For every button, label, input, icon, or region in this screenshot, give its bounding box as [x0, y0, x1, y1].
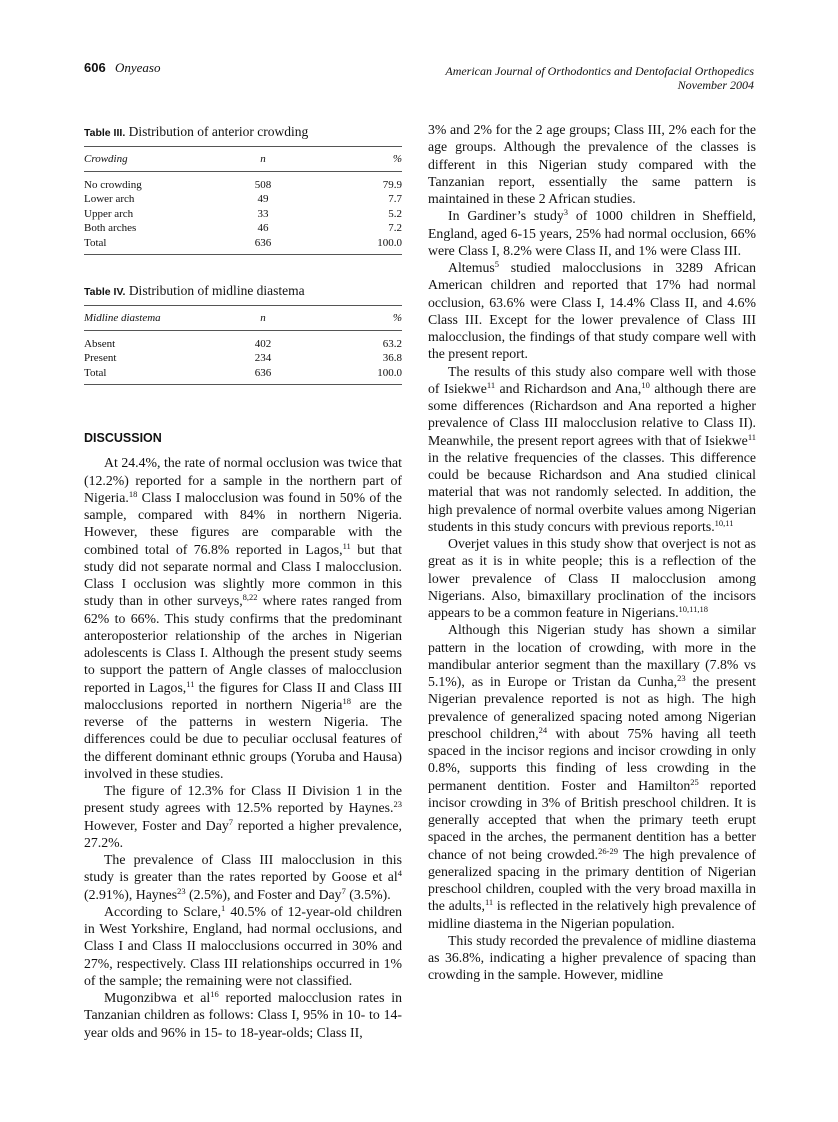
- row-label: Absent: [84, 337, 116, 350]
- text-run: (2.5%), and Foster and Day: [185, 886, 342, 902]
- citation-superscript: 11: [342, 540, 351, 551]
- text-run: where rates ranged from 62% to 66%. This study confirms that the predominant anteroposterior relationship of the arches in Nigerian adolescents is Class I. Although the present study seems to support the pattern of Angle classes of malocclusion reported in Lagos,: [84, 593, 402, 695]
- citation-superscript: 4: [397, 868, 402, 879]
- text-run: The results of this study also compare well with those of Isiekwe: [428, 363, 756, 396]
- citation-superscript: 7: [228, 816, 233, 827]
- text-run: At 24.4%, the rate of normal occlusion was twice that (12.2%) reported for a sample in the northern part of Nigeria.: [84, 455, 402, 505]
- text-run: (3.5%).: [345, 886, 391, 902]
- percent-cell: 63.2: [382, 337, 402, 350]
- table-row: [84, 171, 402, 192]
- text-run: 3% and 2% for the 2 age groups; Class III, 2% each for the age groups. Although the prevalence of the classes is different in this Nigerian study compared with the Tanzanian report, essentially the same pattern is maintained in these 2 African studies.: [428, 122, 756, 206]
- text-run: Class I malocclusion was found in 50% of the sample, compared with 84% in northern Nigeria. However, these figures are comparable with the combined total of 76.8% reported in Lagos,: [84, 489, 402, 557]
- citation-superscript: 11: [186, 678, 195, 689]
- row-label: Total: [84, 366, 107, 379]
- citation-superscript: 18: [342, 695, 351, 706]
- table-caption: [84, 124, 402, 140]
- paragraph: [84, 454, 402, 782]
- paragraph: [428, 259, 756, 363]
- text-run: According to Sclare,: [104, 903, 222, 919]
- text-run: is reflected in the relatively high prevalence of midline diastema in the Nigerian population.: [428, 898, 756, 931]
- text-run: reported malocclusion rates in Tanzanian children as follows: Class I, 95% in 10- to 14-year olds and 96% in 15- to 18-year-olds; Class II,: [84, 990, 402, 1040]
- column-header: n: [260, 312, 266, 324]
- paragraph: [84, 903, 402, 989]
- count-cell: 33: [257, 207, 269, 220]
- left-column: [84, 430, 402, 1041]
- text-run: although there are some differences (Richardson and Ana reported a higher prevalence of Class III malocclusion relative to Class II). Meanwhile, the present report agrees with that of Isiekwe: [428, 380, 756, 448]
- column-header: n: [260, 153, 266, 165]
- text-run: of 1000 children in Sheffield, England, aged 6-15 years, 25% had normal occlusion, 66% were Class I, 8.2% were Class II, and 1% were Class III.: [428, 208, 756, 258]
- percent-cell: 79.9: [382, 178, 402, 191]
- citation-superscript: 3: [563, 207, 569, 218]
- table-3: [84, 124, 402, 255]
- text-run: are the reverse of the patterns in western Nigeria. The differences could be due to peculiar occlusal features of the different dominant ethnic groups (Yoruba and Hausa) involved in these studies.: [84, 696, 402, 781]
- text-run: The high prevalence of generalized spacing in the primary dentition of Nigerian preschool children, coupled with the very broad maxilla in the adults,: [428, 846, 756, 914]
- percent-cell: 100.0: [377, 236, 402, 249]
- citation-superscript: 18: [128, 488, 138, 499]
- count-cell: 636: [254, 366, 272, 379]
- percent-cell: 7.7: [388, 193, 402, 205]
- row-label: No crowding: [84, 178, 142, 191]
- table-caption: [84, 283, 402, 299]
- paragraph: [84, 851, 402, 903]
- text-run: in the relative frequencies of the classes. This difference could be because Richardson and Ana studied clinical material that was not randomly selected. In addition, the high prevalence of normal overbite values among Nigerian students in this study concurs with previous reports.: [428, 449, 756, 534]
- citation-superscript: 11: [486, 379, 496, 390]
- text-run: This study recorded the prevalence of midline diastema as 36.8%, indicating a higher prevalence of spacing than crowding in the sample. However, midline: [428, 932, 756, 983]
- text-run: reported incisor crowding in 3% of British preschool children. It is generally accepted that when the primary teeth erupt spaced in the arches, the permanent dentition has a better chance of not being crowded.: [428, 777, 756, 862]
- citation-superscript: 23: [677, 673, 686, 683]
- crowding-table: [84, 146, 402, 255]
- paragraph: [428, 932, 756, 984]
- table-row: [84, 192, 402, 207]
- author-name: Onyeaso: [114, 60, 161, 75]
- text-run: Although this Nigerian study has shown a similar pattern in the location of crowding, with more in the mandibular anterior segment than the maxillary (7.8% vs 5.1%), as in Europe or Tristan da Cunha,: [428, 622, 756, 689]
- percent-cell: 36.8: [382, 352, 402, 364]
- paragraph: [428, 363, 756, 536]
- section-heading: DISCUSSION: [84, 431, 162, 445]
- text-run: with about 75% having all teeth spaced in the incisor regions and incisor crowding in only 0.8%, supports this finding of less crowding in the permanent dentition. Foster and Hamilton: [428, 725, 756, 793]
- citation-superscript: 24: [538, 724, 548, 735]
- text-run: but that study did not separate normal and Class I malocclusion. Class I occlusion was slightly more common in this study than in other surveys,: [84, 541, 402, 609]
- table-row: [84, 236, 402, 255]
- paragraph: [84, 782, 402, 851]
- citation-superscript: 25: [690, 776, 699, 787]
- running-header-right: [445, 64, 754, 92]
- citation-superscript: 23: [393, 799, 402, 810]
- citation-superscript: 10,11: [714, 517, 734, 528]
- text-run: studied malocclusions in 3289 African American children and reported that 17% had normal occlusion, 63.6% were Class I, 14.4% Class II, and 4.6% Class III. Except for the lower prevalence of Class III malocclusion, the findings of that study compare well with the present report.: [428, 260, 756, 362]
- citation-superscript: 8,22: [242, 592, 258, 603]
- text-run: the present Nigerian prevalence reported is not as high. The high prevalence of generalized spacing noted among Nigerian preschool children,: [428, 674, 756, 741]
- paragraph: [428, 207, 756, 259]
- percent-cell: 7.2: [388, 222, 402, 234]
- citation-superscript: 26-29: [598, 845, 618, 856]
- citation-superscript: 1: [221, 902, 226, 913]
- count-cell: 234: [254, 352, 272, 364]
- text-run: (2.91%), Haynes: [84, 886, 178, 902]
- paragraph: [428, 121, 756, 207]
- table-title: Distribution of midline diastema: [128, 283, 305, 298]
- table-row: [84, 366, 402, 385]
- row-label: Both arches: [84, 222, 137, 234]
- citation-superscript: 10,11,18: [678, 604, 708, 614]
- text-run: In Gardiner’s study: [448, 208, 564, 224]
- citation-superscript: 10: [641, 379, 650, 390]
- table-title: Distribution of anterior crowding: [128, 124, 309, 139]
- count-cell: 508: [254, 178, 272, 191]
- count-cell: 46: [257, 222, 269, 234]
- column-header: Crowding: [84, 153, 128, 165]
- paragraph: [84, 989, 402, 1041]
- percent-cell: 5.2: [388, 207, 402, 220]
- citation-superscript: 11: [747, 431, 756, 442]
- table-4: [84, 283, 402, 385]
- table-label: Table III.: [84, 127, 126, 139]
- paragraph: [428, 535, 756, 621]
- table-label: Table IV.: [84, 286, 126, 298]
- text-run: Mugonzibwa et al: [104, 990, 211, 1005]
- column-header: Midline diastema: [84, 312, 161, 324]
- citation-superscript: 5: [494, 259, 500, 269]
- running-header-left: [84, 60, 160, 76]
- row-label: Present: [84, 352, 117, 364]
- row-label: Lower arch: [84, 193, 135, 205]
- citation-superscript: 16: [210, 989, 219, 999]
- right-column: [428, 121, 756, 984]
- page-number: 606: [84, 60, 106, 75]
- text-run: The figure of 12.3% for Class II Division 1 in the present study agrees with 12.5% reported by Haynes.: [84, 783, 402, 816]
- text-run: Altemus: [448, 260, 495, 275]
- citation-superscript: 23: [177, 885, 186, 896]
- table-row: [84, 207, 402, 222]
- count-cell: 636: [254, 236, 272, 249]
- diastema-table: [84, 305, 402, 385]
- text-run: The prevalence of Class III malocclusion in this study is greater than the rates reported by Goose et al: [84, 852, 402, 885]
- column-header: %: [392, 153, 402, 165]
- table-row: [84, 221, 402, 236]
- row-label: Total: [84, 236, 107, 249]
- paragraph: [428, 621, 756, 932]
- issue-date: November 2004: [677, 78, 754, 92]
- text-run: and Richardson and Ana,: [495, 380, 642, 396]
- table-row: [84, 330, 402, 351]
- journal-title: American Journal of Orthodontics and Dentofacial Orthopedics: [445, 64, 754, 78]
- table-row: [84, 351, 402, 366]
- text-run: the figures for Class II and Class III malocclusions reported in northern Nigeria: [84, 679, 402, 712]
- count-cell: 49: [257, 193, 269, 205]
- count-cell: 402: [254, 337, 272, 350]
- row-label: Upper arch: [84, 207, 134, 220]
- text-run: Overjet values in this study show that overject is not as great as it is in white people; this is a reflection of the lower prevalence of Class II malocclusion among Nigerians. Also, bimaxillary proclination of the incisors appears to be a common feature in Nigerians.: [428, 536, 756, 620]
- text-run: 40.5% of 12-year-old children in West Yorkshire, England, had normal occlusions, and Class I and Class II malocclusions occurred in 30% and 27%, respectively. Class III relationships occurred in 1% of the sample; the remaining were not classified.: [84, 903, 402, 988]
- column-header: %: [392, 312, 402, 324]
- text-run: reported a higher prevalence, 27.2%.: [84, 817, 402, 850]
- citation-superscript: 11: [485, 897, 494, 908]
- text-run: However, Foster and Day: [84, 817, 229, 833]
- percent-cell: 100.0: [377, 366, 402, 379]
- citation-superscript: 7: [341, 885, 346, 896]
